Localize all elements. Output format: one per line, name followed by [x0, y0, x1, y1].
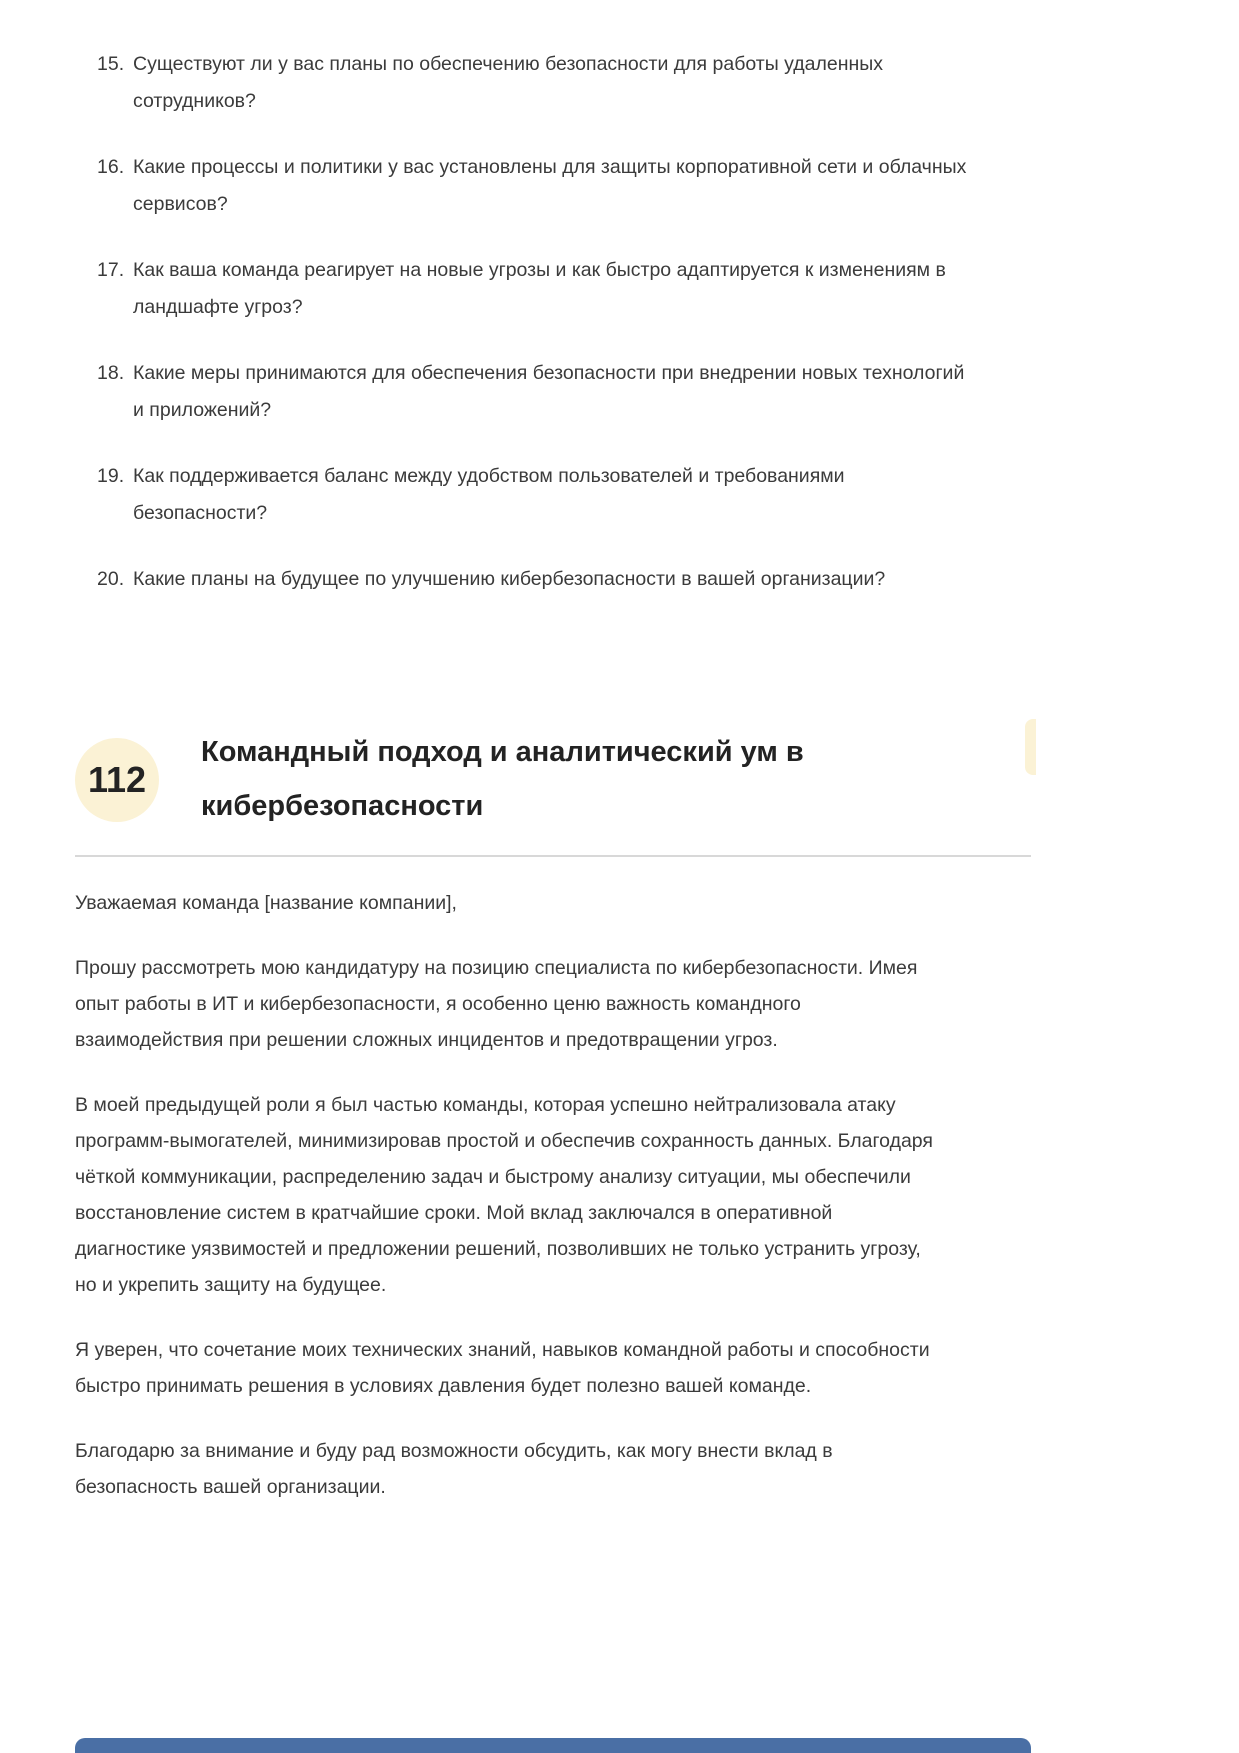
letter-paragraph: Уважаемая команда [название компании],: [75, 892, 457, 915]
question-item: [75, 252, 1031, 326]
question-text: Какие планы на будущее по улучшению кибербезопасности в вашей организации?: [133, 568, 886, 590]
question-item: [75, 458, 1031, 532]
question-text: Какие меры принимаются для обеспечения безопасности при внедрении новых технологий и приложений?: [133, 362, 965, 421]
question-number: 18.: [97, 362, 125, 384]
question-text: Какие процессы и политики у вас установлены для защиты корпоративной сети и облачных сервисов?: [133, 156, 967, 215]
question-number: 19.: [97, 465, 125, 487]
question-item: [75, 561, 1031, 598]
question-text: Как ваша команда реагирует на новые угрозы и как быстро адаптируется к изменениям в ландшафте угроз?: [133, 259, 946, 318]
letter-paragraph: Благодарю за внимание и буду рад возможности обсудить, как могу внести вклад в безопасность вашей организации.: [75, 1440, 833, 1499]
section-header: [75, 726, 1031, 833]
question-number: 16.: [97, 156, 125, 178]
letter-body: [75, 885, 945, 1505]
letter-paragraph: Я уверен, что сочетание моих технических знаний, навыков командной работы и способности быстро принимать решения в условиях давления будет полезно вашей команде.: [75, 1339, 930, 1398]
page-content: [75, 0, 1031, 1534]
section-title: Командный подход и аналитический ум в кибербезопасности: [201, 736, 804, 822]
question-item: [75, 149, 1031, 223]
question-item: [75, 46, 1031, 120]
section-divider: [75, 855, 1031, 857]
letter-paragraph: Прошу рассмотреть мою кандидатуру на позицию специалиста по кибербезопасности. Имея опыт работы в ИТ и кибербезопасности, я особенно ценю важность командного взаимодействия при решении сложных инцидентов и предотвращении угроз.: [75, 957, 918, 1052]
question-item: [75, 355, 1031, 429]
section-number: 112: [87, 758, 147, 800]
bottom-accent-bar: [75, 1738, 1031, 1753]
letter-paragraph: В моей предыдущей роли я был частью команды, которая успешно нейтрализовала атаку программ-вымогателей, минимизировав простой и обеспечив сохранность данных. Благодаря чёткой коммуникации, распределению задач и быстрому анализу ситуации, мы обеспечили восстановление систем в кратчайшие сроки. Мой вклад заключался в оперативной диагностике уязвимостей и предложении решений, позволивших не только устранить угрозу, но и укрепить защиту на будущее.: [75, 1094, 933, 1297]
question-number: 17.: [97, 259, 125, 281]
next-badge-fragment: [1025, 719, 1036, 775]
question-text: Как поддерживается баланс между удобством пользователей и требованиями безопасности?: [133, 465, 845, 524]
question-number: 15.: [97, 53, 125, 75]
question-text: Существуют ли у вас планы по обеспечению безопасности для работы удаленных сотрудников?: [133, 53, 883, 112]
question-list: [75, 0, 1031, 598]
question-number: 20.: [97, 568, 125, 590]
section-number-badge: [75, 738, 159, 822]
